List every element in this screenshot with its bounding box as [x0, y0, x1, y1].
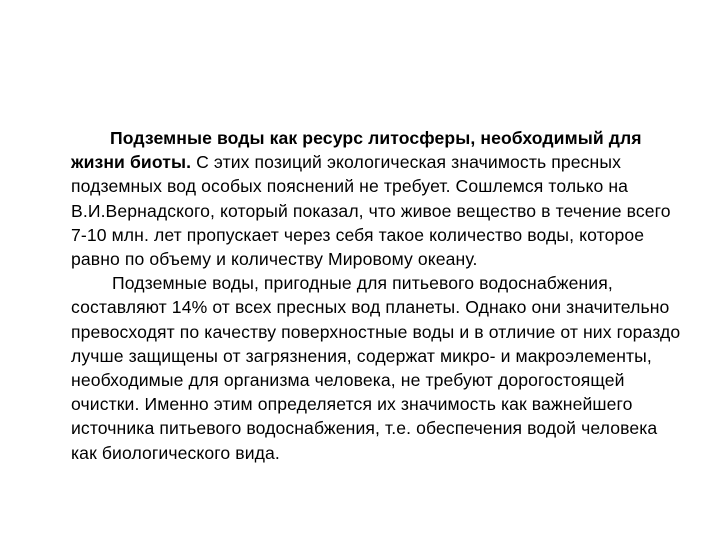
paragraph-drinking-water [71, 271, 683, 465]
paragraph-lead-bold: Подземные воды как ресурс литосферы, необходимый для жизни биоты. [71, 128, 642, 173]
paragraph-text: Подземные воды, пригодные для питьевого водоснабжения, составляют 14% от всех пресных вод планеты. Однако они значительно превосходят по качеству поверхностные воды и в отличие от них гораздо лучше защищены от загрязнения, содержат микро- и макроэлементы, необходимые для организма человека, не требуют дорогостоящей очистки. Именно этим определяется их значимость как важнейшего источника питьевого водоснабжения, т.е. обеспечения водой человека как биологического вида. [71, 273, 681, 463]
paragraph-groundwater-resource [71, 126, 683, 271]
text-body [71, 126, 683, 465]
paragraph-text: С этих позиций экологическая значимость пресных подземных вод особых пояснений не требует. Сошлемся только на В.И.Вернадского, который показал, что живое вещество в течение всего 7-10 млн. лет пропускает через себя такое количество воды, которое равно по объему и количеству Мировому океану. [71, 152, 671, 270]
